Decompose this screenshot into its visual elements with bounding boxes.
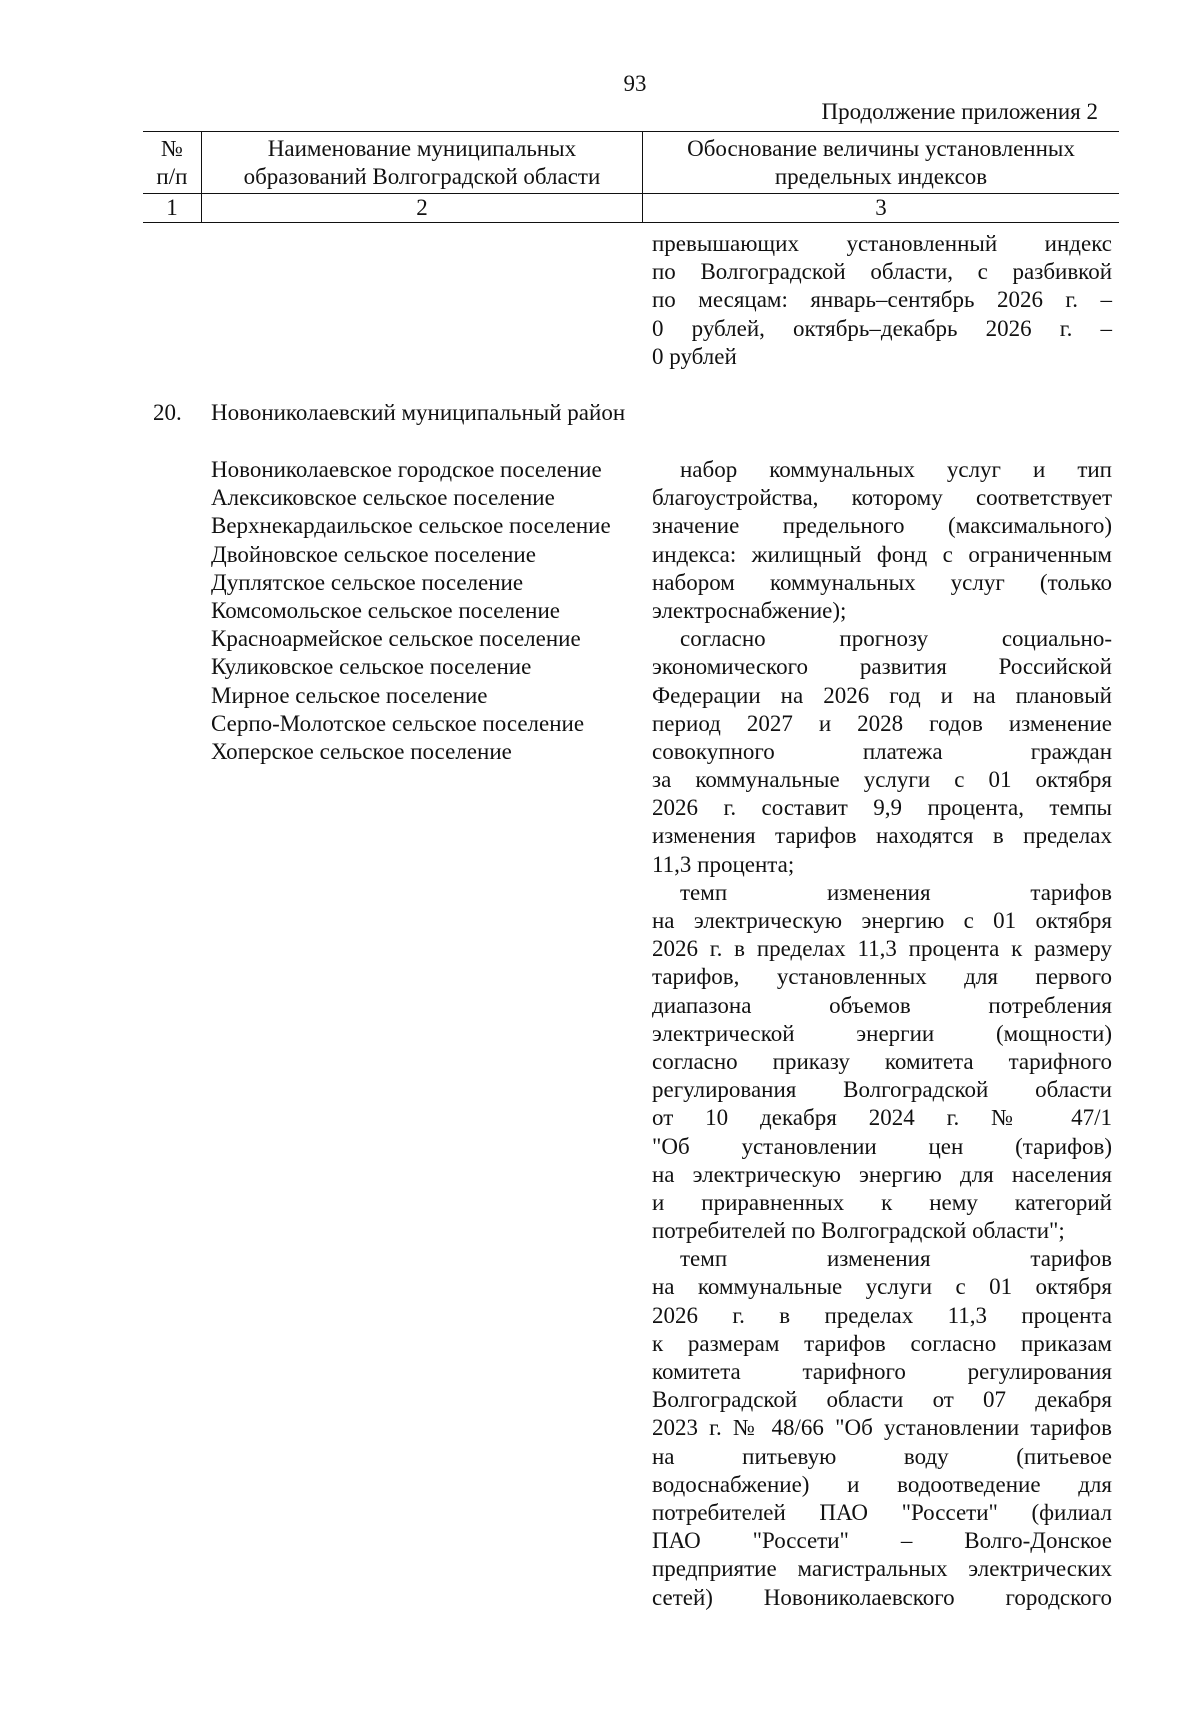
justification-line: электрической энергии (мощности): [652, 1020, 1112, 1046]
justification-line: 2026 г. в пределах 11,3 процента к размеру: [652, 936, 1112, 962]
justification-line: регулирования Волгоградской области: [652, 1077, 1112, 1103]
justification-line: на электрическую энергию для населения: [652, 1161, 1112, 1187]
justification-line: на питьевую воду (питьевое: [652, 1443, 1112, 1469]
settlement-item: Комсомольское сельское поселение: [211, 597, 560, 623]
justification-line: темп изменения тарифов: [680, 879, 1112, 905]
justification-line: комитета тарифного регулирования: [652, 1359, 1112, 1384]
justification-line: период 2027 и 2028 годов изменение: [652, 710, 1112, 736]
justification-line: набором коммунальных услуг (только: [652, 569, 1112, 595]
table-header-row: [143, 132, 1119, 194]
justification-line: Федерации на 2026 год и на плановый: [652, 682, 1112, 708]
table-header: [143, 131, 1119, 223]
justification-line: согласно прогнозу социально-: [680, 626, 1112, 652]
justification-line: благоустройства, которому соответствует: [652, 485, 1112, 511]
carryover-line: по месяцам: январь–сентябрь 2026 г. –: [652, 287, 1112, 313]
settlement-item: Двойновское сельское поселение: [211, 541, 536, 567]
carryover-line: 0 рублей, октябрь–декабрь 2026 г. –: [652, 315, 1112, 341]
justification-line: 2026 г. в пределах 11,3 процента: [652, 1302, 1112, 1328]
carryover-text: [652, 230, 1112, 371]
header-justification-cell: [643, 132, 1120, 194]
settlement-item: Хоперское сельское поселение: [211, 738, 512, 764]
justification-line: согласно приказу комитета тарифного: [652, 1048, 1112, 1074]
settlement-item: Алексиковское сельское поселение: [211, 485, 555, 511]
justification-line: темп изменения тарифов: [680, 1246, 1112, 1272]
justification-line: значение предельного (максимального): [652, 513, 1112, 539]
settlement-item: Серпо-Молотское сельское поселение: [211, 710, 585, 736]
justification-line: 2023 г. № 48/66 "Об установлении тарифов: [652, 1415, 1112, 1441]
justification-line: тарифов, установленных для первого: [652, 964, 1112, 990]
justification-line: и приравненных к нему категорий: [652, 1189, 1112, 1215]
justification-line: "Об установлении цен (тарифов): [652, 1133, 1112, 1159]
settlement-item: Мирное сельское поселение: [211, 682, 488, 708]
justification-line: потребителей ПАО "Россети" (филиал: [652, 1499, 1112, 1525]
continuation-label: Продолжение приложения 2: [821, 99, 1098, 124]
settlements-list: [211, 456, 611, 766]
justification-line: электроснабжение);: [652, 597, 847, 623]
justification-line: индекса: жилищный фонд с ограниченным: [652, 541, 1112, 567]
justification-line: набор коммунальных услуг и тип: [680, 457, 1112, 482]
page-number: 93: [623, 71, 647, 96]
table-column-numbers-row: [143, 194, 1119, 223]
justification-line: за коммунальные услуги с 01 октября: [652, 767, 1112, 793]
justification-line: совокупного платежа граждан: [652, 738, 1112, 764]
justification-line: предприятие магистральных электрических: [652, 1556, 1112, 1582]
settlement-item: Красноармейское сельское поселение: [211, 626, 581, 652]
justification-line: потребителей по Волгоградской области";: [652, 1218, 1065, 1244]
justification-line: диапазона объемов потребления: [652, 992, 1112, 1018]
justification-text: [652, 456, 1112, 1612]
justification-line: к размерам тарифов согласно приказам: [652, 1330, 1112, 1356]
justification-line: 11,3 процента;: [652, 851, 795, 877]
justification-line: изменения тарифов находятся в пределах: [652, 823, 1112, 849]
settlement-item: Куликовское сельское поселение: [211, 654, 532, 680]
justification-line: экономического развития Российской: [652, 654, 1112, 680]
header-name-line: образований Волгоградской области: [243, 164, 601, 189]
settlement-item: Новониколаевское городское поселение: [211, 457, 602, 482]
header-justification-line: Обоснование величины установленных: [687, 136, 1075, 161]
header-name-line: Наименование муниципальных: [267, 136, 577, 161]
carryover-line: 0 рублей: [652, 343, 737, 369]
row-number: 20.: [153, 400, 182, 425]
header-justification-line: предельных индексов: [774, 164, 988, 189]
justification-line: от 10 декабря 2024 г. № 47/1: [652, 1105, 1112, 1131]
justification-line: ПАО "Россети" – Волго-Донское: [652, 1528, 1112, 1554]
justification-line: 2026 г. составит 9,9 процента, темпы: [652, 795, 1112, 821]
justification-line: сетей) Новониколаевского городского: [652, 1584, 1112, 1610]
column-number: 2: [201, 194, 642, 223]
carryover-line: превышающих установленный индекс: [652, 231, 1112, 256]
column-number: 1: [143, 194, 201, 223]
header-number-line: п/п: [156, 164, 188, 189]
settlement-item: Верхнекардаильское сельское поселение: [211, 513, 611, 539]
justification-line: Волгоградской области от 07 декабря: [652, 1387, 1112, 1413]
district-name: Новониколаевский муниципальный район: [211, 400, 626, 425]
justification-line: на электрическую энергию с 01 октября: [652, 908, 1112, 933]
carryover-line: по Волгоградской области, с разбивкой: [652, 259, 1112, 285]
settlement-item: Дуплятское сельское поселение: [211, 569, 524, 595]
header-number-cell: [143, 132, 201, 194]
justification-line: водоснабжение) и водоотведение для: [652, 1471, 1112, 1497]
justification-line: на коммунальные услуги с 01 октября: [652, 1274, 1112, 1300]
header-name-cell: [201, 132, 642, 194]
header-number-line: №: [160, 136, 183, 161]
column-number: 3: [643, 194, 1120, 223]
